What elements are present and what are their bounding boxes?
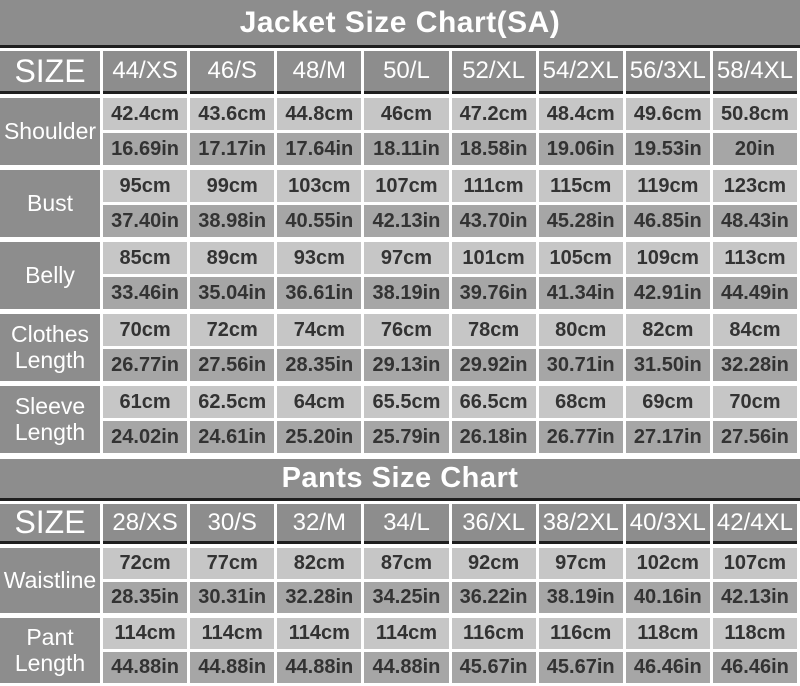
- value-cell: 30.71in: [539, 349, 623, 381]
- pants-title-band: [0, 459, 800, 501]
- value-cell: 38.19in: [364, 277, 448, 309]
- value-cell: 45.28in: [539, 205, 623, 237]
- in-row: [103, 421, 797, 453]
- row-group: [0, 548, 797, 613]
- row-label: Sleeve Length: [0, 386, 100, 453]
- value-cell: 32.28in: [277, 582, 361, 613]
- value-cell: 24.02in: [103, 421, 187, 453]
- value-cell: 35.04in: [190, 277, 274, 309]
- size-header-cell: 52/XL: [452, 51, 536, 94]
- value-cell: 87cm: [364, 548, 448, 579]
- pants-table-body: [0, 548, 800, 683]
- size-header-cell: 42/4XL: [713, 504, 797, 544]
- pants-title: Pants Size Chart: [281, 462, 519, 494]
- value-cell: 61cm: [103, 386, 187, 418]
- value-cell: 89cm: [190, 242, 274, 274]
- value-cell: 65.5cm: [364, 386, 448, 418]
- value-cell: 19.06in: [539, 133, 623, 165]
- cm-row: [103, 548, 797, 579]
- size-header-cell: 48/M: [277, 51, 361, 94]
- row-group: [0, 386, 797, 453]
- value-cell: 29.13in: [364, 349, 448, 381]
- value-cell: 114cm: [277, 618, 361, 649]
- value-cell: 18.11in: [364, 133, 448, 165]
- jacket-table-body: [0, 98, 800, 453]
- value-cell: 99cm: [190, 170, 274, 202]
- value-cell: 44.88in: [190, 652, 274, 683]
- value-cell: 20in: [713, 133, 797, 165]
- value-cell: 46cm: [364, 98, 448, 130]
- value-cell: 114cm: [364, 618, 448, 649]
- cm-row: [103, 386, 797, 418]
- value-cell: 27.56in: [713, 421, 797, 453]
- row-label: Shoulder: [0, 98, 100, 165]
- value-cell: 28.35in: [277, 349, 361, 381]
- value-cell: 72cm: [103, 548, 187, 579]
- pants-header-row: [0, 504, 800, 544]
- size-header-cell: 44/XS: [103, 51, 187, 94]
- value-cell: 123cm: [713, 170, 797, 202]
- value-cell: 48.4cm: [539, 98, 623, 130]
- value-cell: 111cm: [452, 170, 536, 202]
- size-header-cell: 28/XS: [103, 504, 187, 544]
- value-cell: 84cm: [713, 314, 797, 346]
- value-cell: 43.70in: [452, 205, 536, 237]
- value-cell: 102cm: [626, 548, 710, 579]
- value-cell: 31.50in: [626, 349, 710, 381]
- value-cell: 103cm: [277, 170, 361, 202]
- row-group: [0, 242, 797, 309]
- value-cell: 40.55in: [277, 205, 361, 237]
- value-cell: 82cm: [277, 548, 361, 579]
- size-corner-cell: SIZE: [0, 51, 100, 94]
- value-cell: 42.13in: [364, 205, 448, 237]
- value-cell: 46.46in: [713, 652, 797, 683]
- value-cell: 46.85in: [626, 205, 710, 237]
- in-row: [103, 349, 797, 381]
- row-label: Clothes Length: [0, 314, 100, 381]
- value-cell: 64cm: [277, 386, 361, 418]
- size-header-cell: 34/L: [364, 504, 448, 544]
- value-cell: 36.61in: [277, 277, 361, 309]
- value-cell: 48.43in: [713, 205, 797, 237]
- size-header-cell: 36/XL: [452, 504, 536, 544]
- value-cell: 44.88in: [364, 652, 448, 683]
- size-header-cell: 46/S: [190, 51, 274, 94]
- value-cell: 27.17in: [626, 421, 710, 453]
- value-cell: 85cm: [103, 242, 187, 274]
- value-cell: 26.77in: [539, 421, 623, 453]
- size-header-cell: 50/L: [364, 51, 448, 94]
- value-cell: 80cm: [539, 314, 623, 346]
- value-cell: 92cm: [452, 548, 536, 579]
- value-cell: 45.67in: [452, 652, 536, 683]
- value-cell: 62.5cm: [190, 386, 274, 418]
- value-cell: 70cm: [713, 386, 797, 418]
- value-cell: 97cm: [364, 242, 448, 274]
- row-group: [0, 170, 797, 237]
- cm-row: [103, 242, 797, 274]
- value-cell: 93cm: [277, 242, 361, 274]
- value-cell: 37.40in: [103, 205, 187, 237]
- value-cell: 28.35in: [103, 582, 187, 613]
- value-cell: 18.58in: [452, 133, 536, 165]
- value-cell: 101cm: [452, 242, 536, 274]
- in-row: [103, 652, 797, 683]
- value-cell: 114cm: [190, 618, 274, 649]
- value-cell: 109cm: [626, 242, 710, 274]
- value-cell: 105cm: [539, 242, 623, 274]
- value-cell: 42.91in: [626, 277, 710, 309]
- value-cell: 24.61in: [190, 421, 274, 453]
- jacket-title: Jacket Size Chart(SA): [239, 5, 561, 39]
- value-cell: 38.19in: [539, 582, 623, 613]
- value-cell: 16.69in: [103, 133, 187, 165]
- value-cell: 25.20in: [277, 421, 361, 453]
- value-cell: 25.79in: [364, 421, 448, 453]
- row-group: [0, 314, 797, 381]
- value-cell: 32.28in: [713, 349, 797, 381]
- value-cell: 50.8cm: [713, 98, 797, 130]
- value-cell: 19.53in: [626, 133, 710, 165]
- value-cell: 26.18in: [452, 421, 536, 453]
- size-header-cell: 38/2XL: [539, 504, 623, 544]
- value-cell: 82cm: [626, 314, 710, 346]
- in-row: [103, 205, 797, 237]
- value-cell: 118cm: [713, 618, 797, 649]
- value-cell: 44.49in: [713, 277, 797, 309]
- cm-row: [103, 98, 797, 130]
- size-corner-cell: SIZE: [0, 504, 100, 544]
- size-header-cell: 40/3XL: [626, 504, 710, 544]
- value-cell: 115cm: [539, 170, 623, 202]
- value-cell: 119cm: [626, 170, 710, 202]
- row-group: [0, 618, 797, 683]
- in-row: [103, 582, 797, 613]
- value-cell: 34.25in: [364, 582, 448, 613]
- value-cell: 33.46in: [103, 277, 187, 309]
- value-cell: 29.92in: [452, 349, 536, 381]
- value-cell: 17.64in: [277, 133, 361, 165]
- value-cell: 26.77in: [103, 349, 187, 381]
- value-cell: 116cm: [452, 618, 536, 649]
- value-cell: 41.34in: [539, 277, 623, 309]
- value-cell: 107cm: [364, 170, 448, 202]
- row-label: Pant Length: [0, 618, 100, 683]
- size-header-cell: 58/4XL: [713, 51, 797, 94]
- row-group: [0, 98, 797, 165]
- value-cell: 44.88in: [277, 652, 361, 683]
- value-cell: 30.31in: [190, 582, 274, 613]
- value-cell: 40.16in: [626, 582, 710, 613]
- value-cell: 69cm: [626, 386, 710, 418]
- value-cell: 118cm: [626, 618, 710, 649]
- value-cell: 113cm: [713, 242, 797, 274]
- in-row: [103, 133, 797, 165]
- cm-row: [103, 314, 797, 346]
- value-cell: 97cm: [539, 548, 623, 579]
- value-cell: 70cm: [103, 314, 187, 346]
- value-cell: 68cm: [539, 386, 623, 418]
- value-cell: 74cm: [277, 314, 361, 346]
- cm-row: [103, 618, 797, 649]
- value-cell: 27.56in: [190, 349, 274, 381]
- size-header-cell: 32/M: [277, 504, 361, 544]
- value-cell: 114cm: [103, 618, 187, 649]
- value-cell: 76cm: [364, 314, 448, 346]
- jacket-title-band: [0, 0, 800, 48]
- cm-row: [103, 170, 797, 202]
- in-row: [103, 277, 797, 309]
- value-cell: 43.6cm: [190, 98, 274, 130]
- value-cell: 116cm: [539, 618, 623, 649]
- size-header-cell: 54/2XL: [539, 51, 623, 94]
- row-label: Waistline: [0, 548, 100, 613]
- value-cell: 46.46in: [626, 652, 710, 683]
- value-cell: 38.98in: [190, 205, 274, 237]
- value-cell: 107cm: [713, 548, 797, 579]
- size-header-cell: 30/S: [190, 504, 274, 544]
- jacket-header-row: [0, 51, 800, 94]
- value-cell: 66.5cm: [452, 386, 536, 418]
- pants-section: [0, 459, 800, 683]
- value-cell: 47.2cm: [452, 98, 536, 130]
- value-cell: 49.6cm: [626, 98, 710, 130]
- value-cell: 72cm: [190, 314, 274, 346]
- size-header-cell: 56/3XL: [626, 51, 710, 94]
- value-cell: 42.4cm: [103, 98, 187, 130]
- value-cell: 42.13in: [713, 582, 797, 613]
- value-cell: 36.22in: [452, 582, 536, 613]
- value-cell: 45.67in: [539, 652, 623, 683]
- value-cell: 17.17in: [190, 133, 274, 165]
- value-cell: 78cm: [452, 314, 536, 346]
- row-label: Bust: [0, 170, 100, 237]
- value-cell: 44.88in: [103, 652, 187, 683]
- value-cell: 77cm: [190, 548, 274, 579]
- row-label: Belly: [0, 242, 100, 309]
- value-cell: 44.8cm: [277, 98, 361, 130]
- value-cell: 95cm: [103, 170, 187, 202]
- value-cell: 39.76in: [452, 277, 536, 309]
